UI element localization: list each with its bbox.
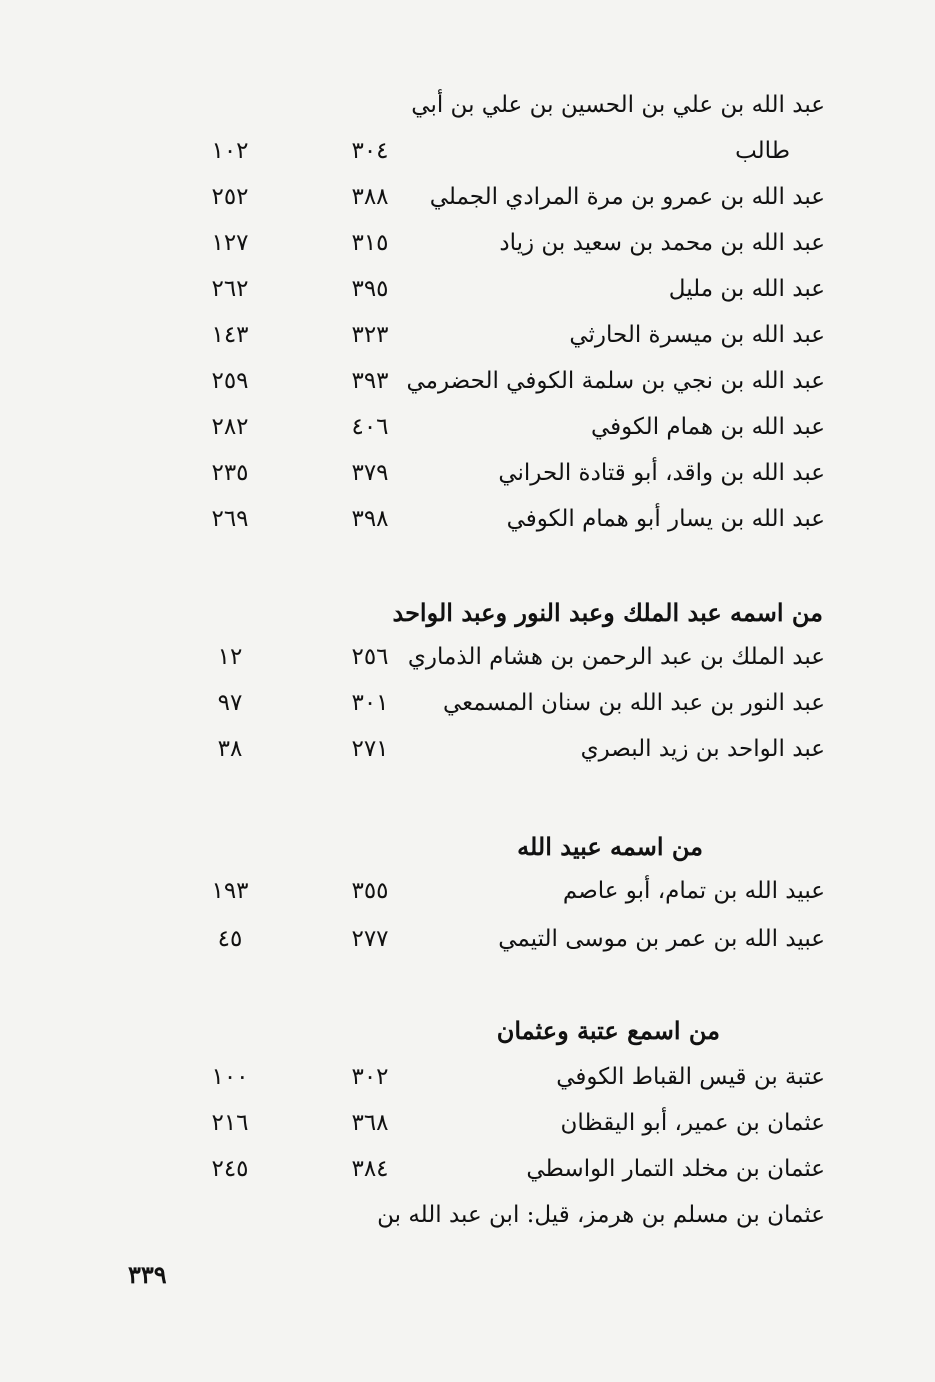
section-heading: من اسمه عبيد الله: [517, 832, 703, 861]
entry-number-primary: ٣٩٥: [351, 276, 389, 302]
entry-row: [150, 1202, 825, 1248]
entry-name: عثمان بن عمير، أبو اليقظان: [560, 1110, 825, 1136]
entry-row: [150, 138, 825, 184]
entry-name: عبيد الله بن تمام، أبو عاصم: [562, 878, 825, 904]
entry-number-secondary: ٩٧: [217, 690, 243, 716]
entry-number-primary: ٣٩٣: [351, 368, 389, 394]
entry-row: [150, 322, 825, 368]
entry-number-primary: ٣٧٩: [351, 460, 389, 486]
entry-number-secondary: ٢١٦: [211, 1110, 249, 1136]
entry-number-secondary: ٢٤٥: [211, 1156, 249, 1182]
entry-number-secondary: ٢٣٥: [211, 460, 249, 486]
entry-number-secondary: ٢٦٢: [211, 276, 249, 302]
section-heading: من اسمع عتبة وعثمان: [496, 1016, 720, 1045]
entry-number-primary: ٣٦٨: [351, 1110, 389, 1136]
entry-number-primary: ٣١٥: [351, 230, 389, 256]
entry-row: [150, 92, 825, 138]
entry-name: عبد الله بن واقد، أبو قتادة الحراني: [498, 460, 825, 486]
entry-name: عبد الله بن همام الكوفي: [590, 414, 825, 440]
entry-number-secondary: ١٠٢: [211, 138, 249, 164]
entry-row: [150, 1156, 825, 1202]
entry-number-secondary: ١٩٣: [211, 878, 249, 904]
entry-number-primary: ٣٥٥: [351, 878, 389, 904]
entry-number-primary: ٣٢٣: [351, 322, 389, 348]
entry-name: عبد الله بن نجي بن سلمة الكوفي الحضرمي: [406, 368, 825, 394]
entry-number-primary: ٣٨٨: [351, 184, 389, 210]
entry-number-primary: ٣٠٢: [351, 1064, 389, 1090]
entry-number-secondary: ٢٦٩: [211, 506, 249, 532]
entry-row: [150, 414, 825, 460]
entry-number-secondary: ٢٥٢: [211, 184, 249, 210]
entry-name: عبد الله بن يسار أبو همام الكوفي: [506, 506, 825, 532]
entry-number-secondary: ١٠٠: [211, 1064, 249, 1090]
entry-name: عبد النور بن عبد الله بن سنان المسمعي: [442, 690, 825, 716]
entry-row: [150, 926, 825, 972]
entry-number-primary: ٢٧٧: [351, 926, 389, 952]
entry-name: عثمان بن مسلم بن هرمز، قيل: ابن عبد الله بن: [377, 1202, 825, 1228]
entry-number-secondary: ٣٨: [217, 736, 243, 762]
entry-name: عبد الملك بن عبد الرحمن بن هشام الذماري: [407, 644, 825, 670]
entry-number-secondary: ٢٨٢: [211, 414, 249, 440]
entry-name: عبد الله بن عمرو بن مرة المرادي الجملي: [429, 184, 825, 210]
entry-number-secondary: ١٢٧: [211, 230, 249, 256]
entry-number-primary: ٣٨٤: [351, 1156, 389, 1182]
entry-row: [150, 460, 825, 506]
entry-name: عثمان بن مخلد التمار الواسطي: [526, 1156, 825, 1182]
entry-name: عبد الله بن محمد بن سعيد بن زياد: [499, 230, 825, 256]
entry-number-secondary: ٢٥٩: [211, 368, 249, 394]
entry-row: [150, 1110, 825, 1156]
section-heading: من اسمه عبد الملك وعبد النور وعبد الواحد: [392, 598, 823, 627]
entry-number-primary: ٢٥٦: [351, 644, 389, 670]
entry-number-primary: ٣٩٨: [351, 506, 389, 532]
entry-number-secondary: ١٤٣: [211, 322, 249, 348]
entry-number-secondary: ١٢: [217, 644, 243, 670]
entry-row: [150, 230, 825, 276]
entry-name-continuation: طالب: [735, 138, 790, 164]
entry-name: عبد الواحد بن زيد البصري: [580, 736, 825, 762]
entry-row: [150, 736, 825, 782]
entry-name: عبد الله بن مليل: [668, 276, 825, 302]
entry-number-secondary: ٤٥: [217, 926, 243, 952]
entry-name: عبد الله بن ميسرة الحارثي: [569, 322, 825, 348]
entry-row: [150, 1064, 825, 1110]
entry-number-primary: ٤٠٦: [351, 414, 389, 440]
entry-number-primary: ٣٠١: [351, 690, 389, 716]
entry-name: عتبة بن قيس القباط الكوفي: [556, 1064, 825, 1090]
entry-number-primary: ٢٧١: [351, 736, 389, 762]
entry-name: عبيد الله بن عمر بن موسى التيمي: [498, 926, 825, 952]
entry-row: [150, 368, 825, 414]
entry-name: عبد الله بن علي بن الحسين بن علي بن أبي: [411, 92, 825, 118]
entry-row: [150, 690, 825, 736]
entry-row: [150, 506, 825, 552]
entry-row: [150, 644, 825, 690]
entry-row: [150, 184, 825, 230]
page-number: ٣٣٩: [128, 1260, 167, 1289]
entry-row: [150, 878, 825, 924]
entry-row: [150, 276, 825, 322]
entry-number-primary: ٣٠٤: [351, 138, 389, 164]
